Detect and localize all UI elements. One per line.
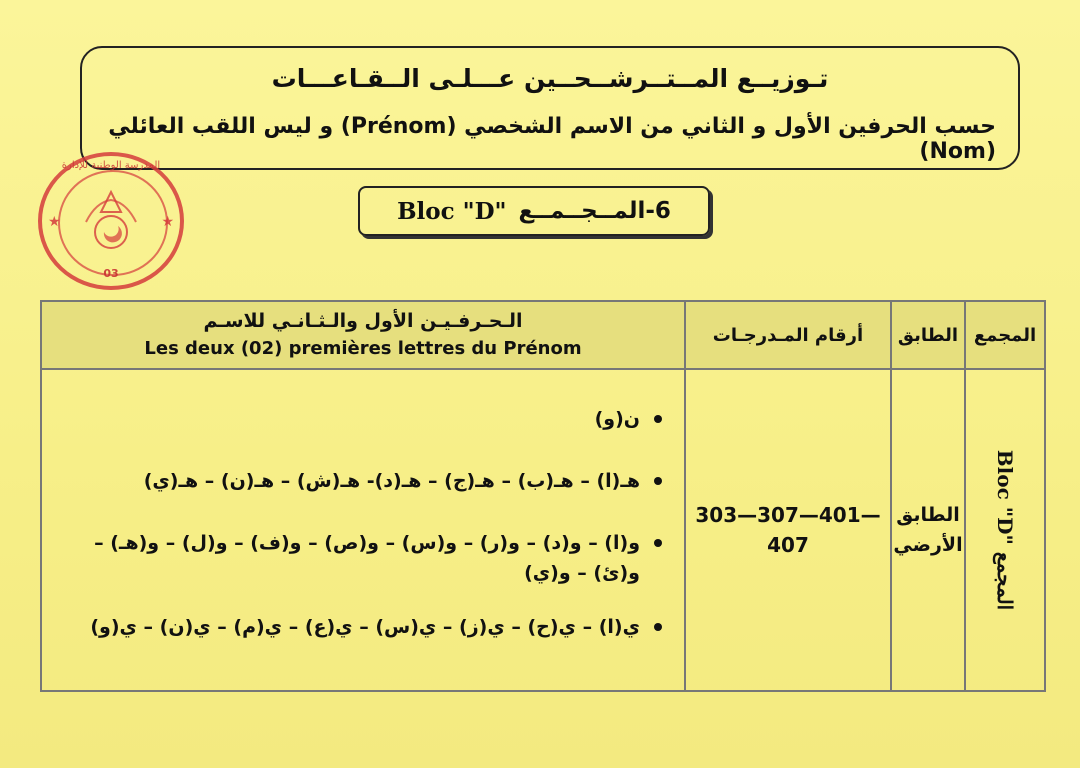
- rooms-line-2: 407: [767, 533, 809, 557]
- list-item: [48, 404, 662, 434]
- complex-vertical-label: Bloc "D" المجمع: [993, 449, 1017, 611]
- header-letters: [41, 301, 685, 369]
- bloc-label: Bloc "D": [397, 197, 507, 225]
- bloc-arabic-label: 6-المــجــمــع: [518, 198, 671, 224]
- list-item-text: و(ا) – و(د) – و(ر) – و(س) – و(ص) – و(ف) – و(ل) – و(هـ) – و(ئ) – و(ي): [94, 532, 640, 584]
- bullet-icon: [654, 477, 662, 485]
- stamp-ring-text: المدرسة الوطنية للإدارة: [61, 160, 161, 171]
- list-item: [48, 612, 662, 642]
- letters-list: [48, 404, 662, 674]
- header-rooms: أرقام المـدرجـات: [685, 301, 891, 369]
- document-subtitle: حسب الحرفين الأول و الثاني من الاسم الشخصي (Prénom) و ليس اللقب العائلي (Nom): [108, 114, 996, 164]
- official-stamp: [38, 152, 184, 290]
- star-icon: ★: [48, 214, 61, 230]
- distribution-table: [40, 300, 1046, 692]
- list-item-text: ي(ا) – ي(ح) – ي(ز) – ي(س) – ي(ع) – ي(م) – ي(ن) – ي(و): [90, 616, 640, 638]
- letters-cell: [41, 369, 685, 691]
- emblem-icon: [66, 182, 156, 262]
- star-icon: ★: [161, 214, 174, 230]
- rooms-cell: [685, 369, 891, 691]
- list-item-text: هـ(ا) – هـ(ب) – هـ(ج) – هـ(د)- هـ(ش) – هـ(ن) – هـ(ي): [143, 470, 640, 492]
- header-letters-french: Les deux (02) premières lettres du Prénom: [144, 338, 582, 359]
- bullet-icon: [654, 415, 662, 423]
- bloc-label-box: [358, 186, 710, 236]
- stamp-number: 03: [103, 267, 119, 280]
- header-complex: المجمع: [965, 301, 1045, 369]
- bullet-icon: [654, 539, 662, 547]
- rooms-line-1: 303—307—401—: [695, 503, 881, 527]
- list-item: [48, 466, 662, 496]
- list-item-text: ن(و): [594, 408, 640, 430]
- floor-cell: الطابق الأرضي: [891, 369, 965, 691]
- header-box: [80, 46, 1020, 170]
- bullet-icon: [654, 623, 662, 631]
- list-item: [48, 528, 662, 588]
- header-floor: الطابق: [891, 301, 965, 369]
- table-header-row: [41, 301, 1045, 369]
- document-title: تـوزيــع المــتــرشــحــين عـــلـى الــقـاعـــات: [271, 64, 829, 93]
- header-letters-arabic: الـحـرفـيـن الأول والـثـانـي للاسـم: [203, 310, 523, 332]
- table-row: [41, 369, 1045, 691]
- complex-cell: [965, 369, 1045, 691]
